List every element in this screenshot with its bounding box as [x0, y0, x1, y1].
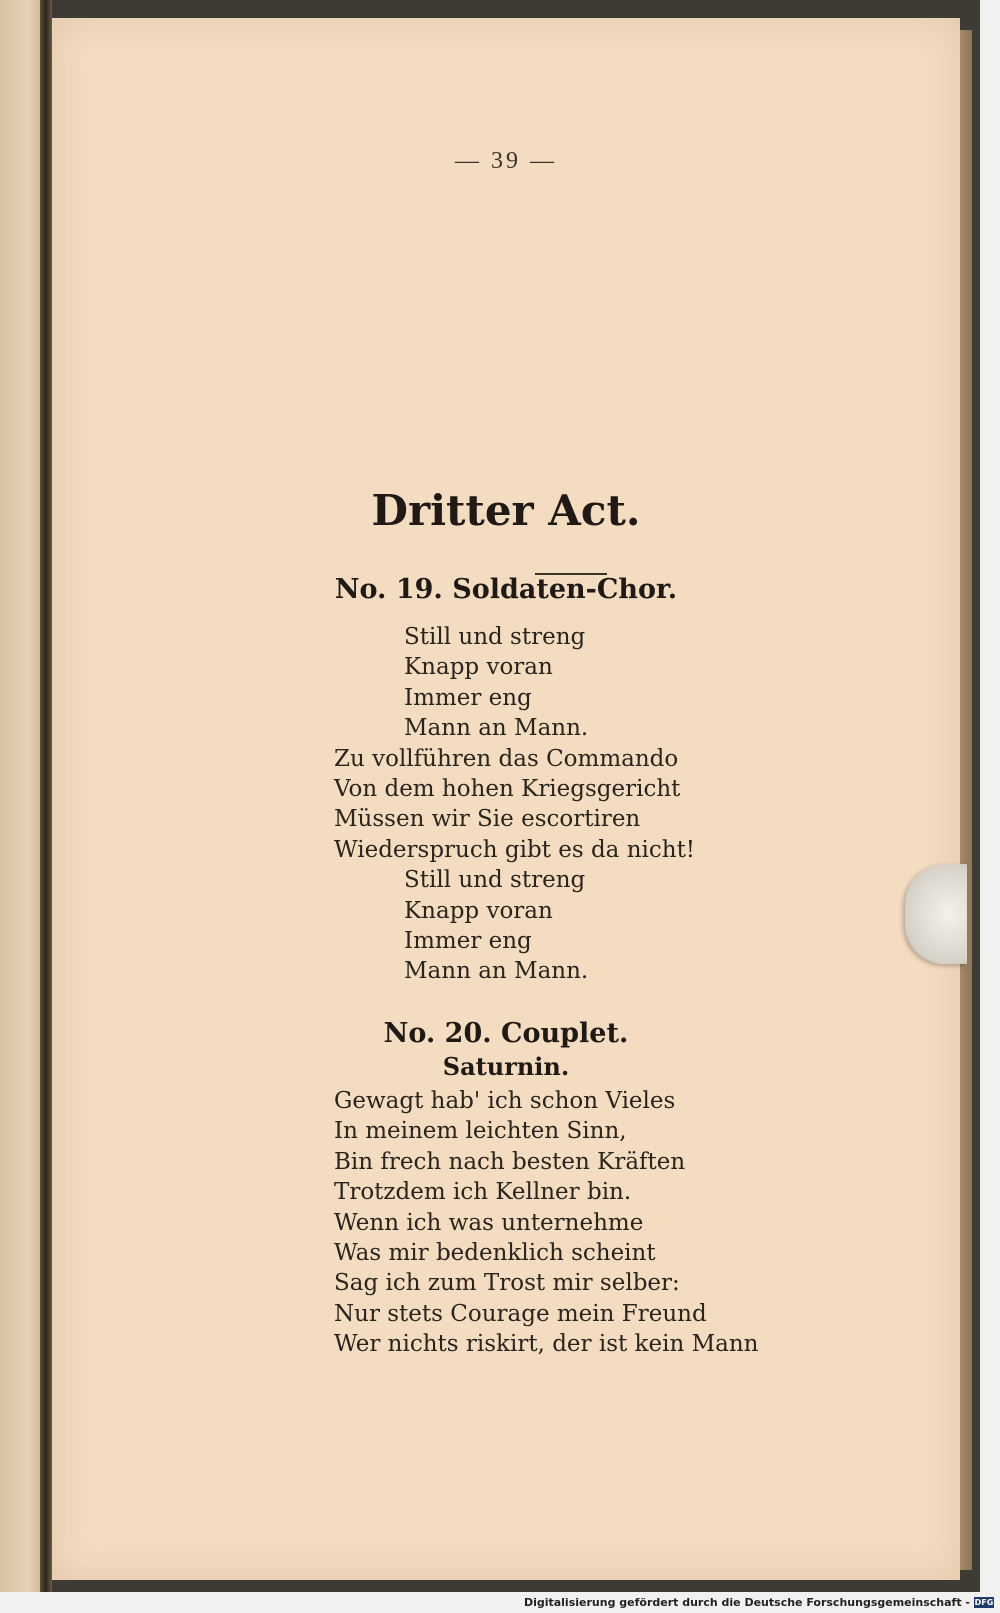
- act-title: Dritter Act.: [371, 486, 641, 535]
- page-number: — 39 —: [455, 148, 557, 174]
- verse-soldaten-chor: [334, 622, 695, 987]
- verse-line: Mann an Mann.: [404, 958, 589, 985]
- page-clip: [905, 864, 967, 964]
- verse-line: Müssen wir Sie escortiren: [334, 806, 641, 833]
- verse-line: Knapp voran: [404, 897, 553, 924]
- verse-couplet: [334, 1086, 758, 1360]
- verse-line: Gewagt hab' ich schon Vieles: [334, 1088, 676, 1114]
- verse-line: Wer nichts riskirt, der ist kein Mann: [334, 1331, 759, 1358]
- verse-line: Von dem hohen Kriegsgericht: [334, 775, 681, 802]
- verse-line: Immer eng: [404, 684, 532, 711]
- verse-line: Still und streng: [404, 624, 586, 650]
- dfg-logo-icon: DFG: [974, 1598, 994, 1607]
- verse-line: Zu vollführen das Commando: [334, 745, 679, 772]
- verse-line: Nur stets Courage mein Freund: [334, 1300, 707, 1327]
- verse-line: Sag ich zum Trost mir selber:: [334, 1270, 680, 1297]
- verse-line: Still und streng: [404, 867, 586, 894]
- verse-line: Bin frech nach besten Kräften: [334, 1148, 686, 1175]
- character-name: Saturnin.: [442, 1052, 570, 1081]
- verse-line: Trotzdem ich Kellner bin.: [334, 1179, 632, 1206]
- section-heading-no20: No. 20. Couplet.: [383, 1018, 629, 1049]
- verse-line: Wiederspruch gibt es da nicht!: [334, 836, 696, 863]
- funding-footer: [524, 1596, 994, 1609]
- verse-line: In meinem leichten Sinn,: [334, 1118, 627, 1145]
- verse-line: Knapp voran: [404, 654, 553, 681]
- footer-text: Digitalisierung gefördert durch die Deutsche Forschungsgemeinschaft -: [523, 1596, 970, 1609]
- book-page: [52, 18, 960, 1580]
- verse-line: Immer eng: [404, 927, 532, 954]
- verse-line: Mann an Mann.: [404, 715, 589, 742]
- verse-line: Was mir bedenklich scheint: [334, 1239, 656, 1266]
- book-spine: [40, 0, 52, 1592]
- section-heading-no19: No. 19. Soldaten-Chor.: [334, 574, 678, 605]
- verse-line: Wenn ich was unternehme: [334, 1209, 644, 1236]
